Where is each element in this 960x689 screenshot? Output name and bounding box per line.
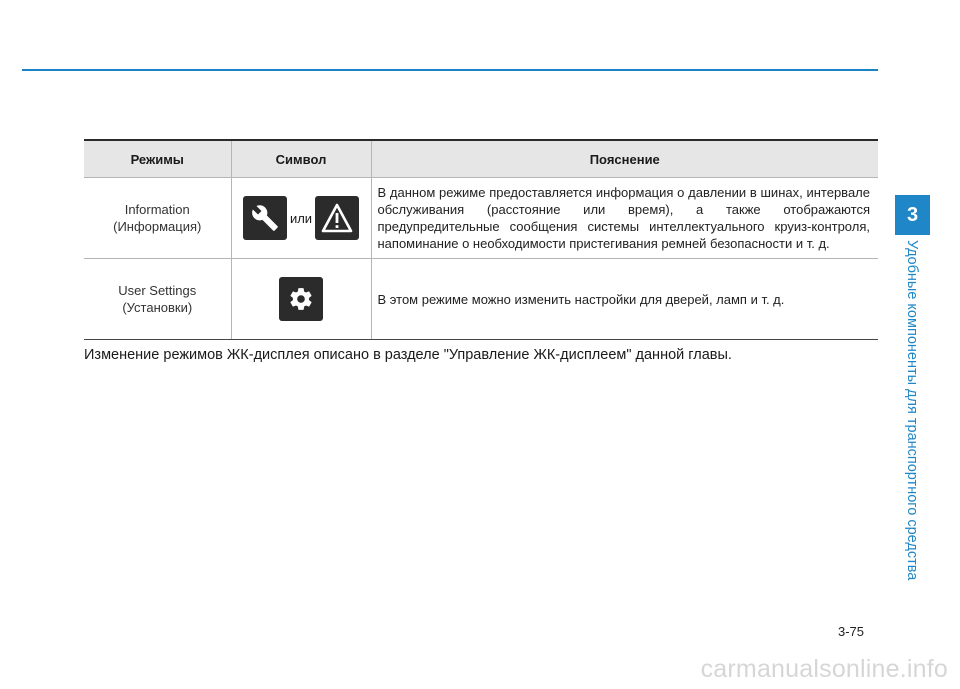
mode-cell: [84, 259, 231, 340]
table-row: [84, 259, 878, 340]
or-text: или: [289, 210, 313, 226]
table-header-row: [84, 140, 878, 178]
header-explanation: Пояснение: [371, 140, 878, 178]
mode-name-ru: (Информация): [113, 219, 202, 234]
chapter-title: Удобные компоненты для транспортного средства: [904, 240, 920, 581]
header-modes: Режимы: [84, 140, 231, 178]
description-cell: В данном режиме предоставляется информация о давлении в шинах, интервале обслуживания (расстояние или время), а также отображаются предупредительные сообщения системы интеллектуального круиз-контроля, напоминание о необходимости пристегивания ремней безопасности и т. д.: [371, 178, 878, 259]
wrench-icon: [243, 196, 287, 240]
mode-name-en: Information: [124, 202, 190, 217]
header-rule: [22, 69, 878, 71]
page-number: 3-75: [838, 624, 865, 639]
mode-name-en: User Settings: [118, 283, 197, 298]
modes-table: [84, 139, 878, 340]
watermark: carmanualsonline.info: [700, 655, 948, 683]
symbol-cell: [231, 178, 371, 259]
footnote-text: Изменение режимов ЖК-дисплея описано в разделе "Управление ЖК-дисплеем" данной главы.: [84, 347, 732, 363]
gear-icon: [279, 277, 323, 321]
chapter-tab[interactable]: 3: [895, 195, 930, 235]
mode-name-ru: (Установки): [122, 300, 193, 315]
table-row: [84, 178, 878, 259]
header-symbol: Символ: [231, 140, 371, 178]
warning-triangle-icon: [315, 196, 359, 240]
description-cell: В этом режиме можно изменить настройки для дверей, ламп и т. д.: [371, 259, 878, 340]
symbol-cell: [231, 259, 371, 340]
mode-cell: [84, 178, 231, 259]
